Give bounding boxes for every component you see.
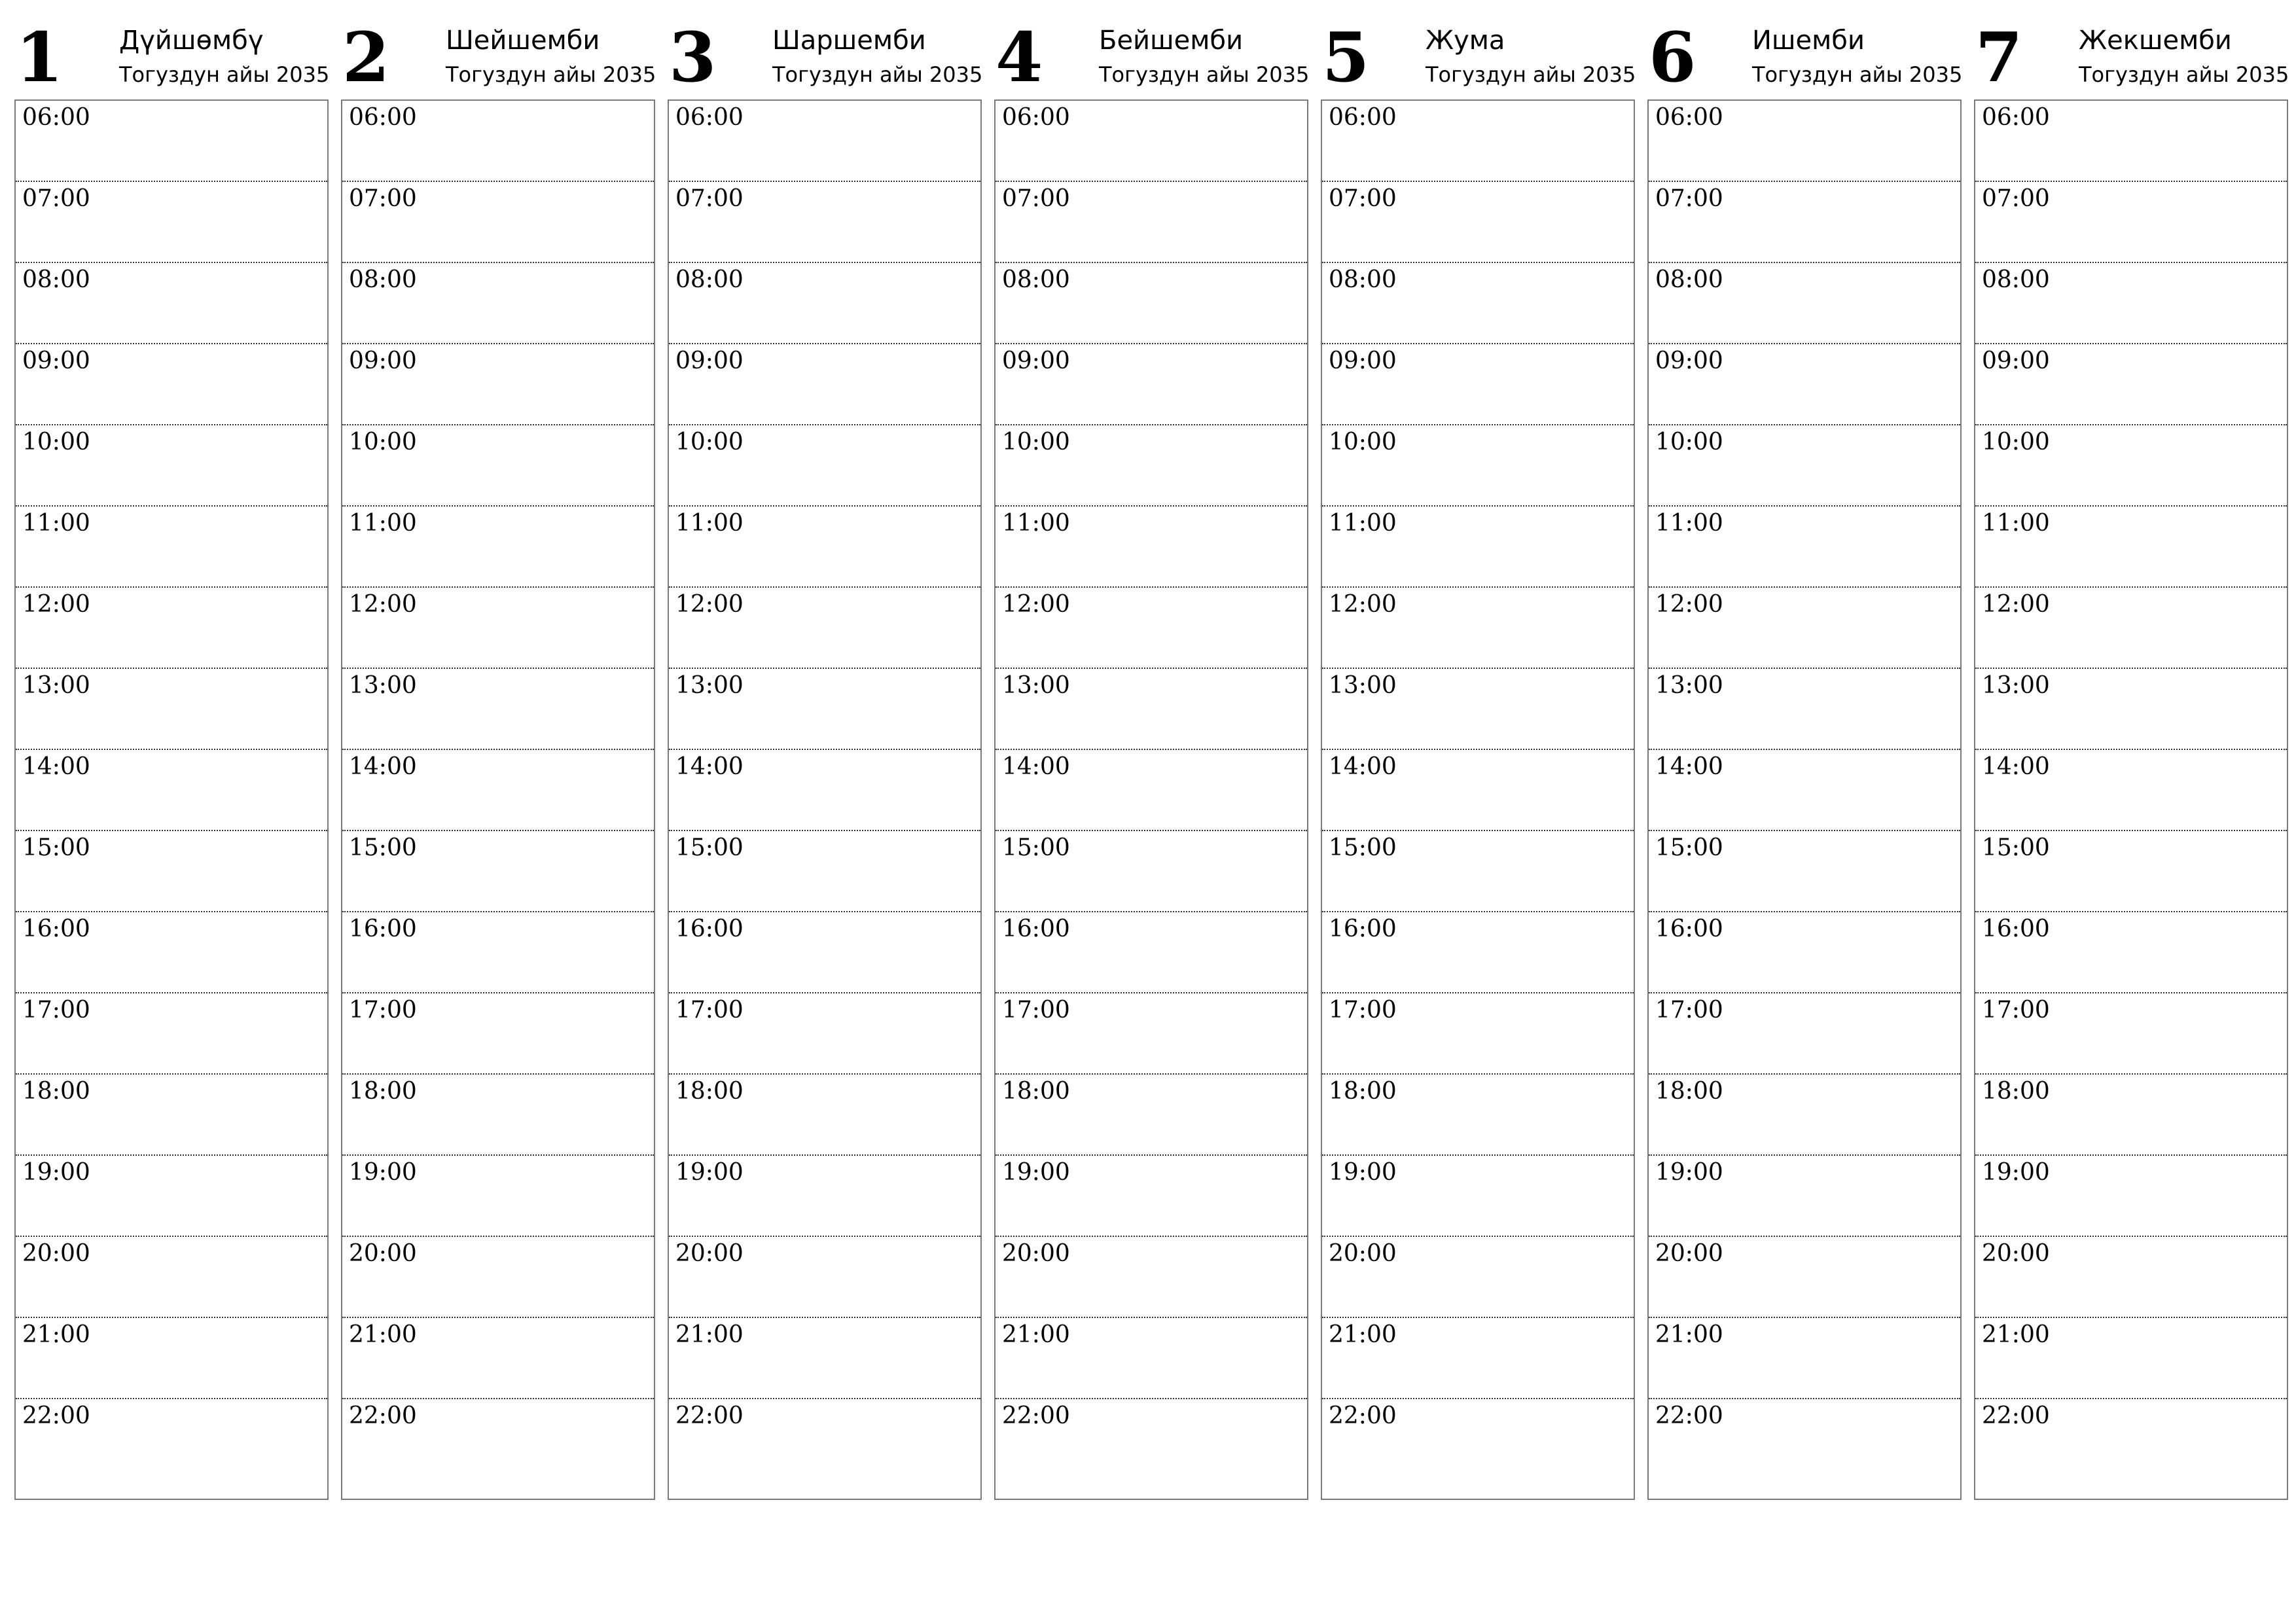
time-slot[interactable] (669, 1318, 980, 1399)
time-slot-label: 07:00 (1655, 185, 1723, 212)
time-slot-label: 09:00 (1982, 348, 2050, 374)
time-slot[interactable] (16, 101, 327, 182)
time-slot[interactable] (1649, 1399, 1960, 1493)
time-slot-label: 14:00 (675, 753, 744, 780)
day-month-label: Тогуздун айы 2035 (1752, 62, 1963, 87)
time-slot-label: 06:00 (349, 104, 417, 131)
time-slot[interactable] (1649, 750, 1960, 831)
time-slot-label: 06:00 (1655, 104, 1723, 131)
time-slot[interactable] (669, 1399, 980, 1493)
time-slot[interactable] (1649, 588, 1960, 669)
time-slot[interactable] (16, 263, 327, 344)
time-slot-label: 19:00 (1329, 1159, 1397, 1186)
time-slot[interactable] (669, 182, 980, 263)
time-slot-label: 22:00 (1329, 1402, 1397, 1429)
time-slot[interactable] (1975, 912, 2287, 993)
time-slot[interactable] (1322, 101, 1634, 182)
day-column (1647, 0, 1962, 1505)
day-number: 3 (669, 17, 717, 98)
day-schedule-box (341, 99, 655, 1500)
day-column (1321, 0, 1635, 1505)
time-slot[interactable] (669, 750, 980, 831)
time-slot[interactable] (342, 993, 654, 1075)
day-month-label: Тогуздун айы 2035 (1099, 62, 1310, 87)
day-month-label: Тогуздун айы 2035 (772, 62, 983, 87)
time-slot-label: 20:00 (1002, 1240, 1070, 1267)
time-slot[interactable] (342, 101, 654, 182)
time-slot[interactable] (342, 1318, 654, 1399)
time-slot[interactable] (16, 669, 327, 750)
day-column (341, 0, 655, 1505)
time-slot-label: 19:00 (1002, 1159, 1070, 1186)
time-slot-label: 15:00 (22, 834, 90, 861)
time-slot-label: 20:00 (349, 1240, 417, 1267)
day-name: Шаршемби (772, 26, 926, 56)
day-header (341, 0, 655, 99)
time-slot[interactable] (1322, 831, 1634, 912)
time-slot-label: 13:00 (675, 672, 744, 699)
time-slot-label: 17:00 (1982, 997, 2050, 1024)
time-slot-label: 13:00 (1002, 672, 1070, 699)
time-slot[interactable] (1975, 831, 2287, 912)
time-slot[interactable] (1975, 1318, 2287, 1399)
time-slot-label: 20:00 (1329, 1240, 1397, 1267)
time-slot-label: 16:00 (1655, 916, 1723, 942)
time-slot-label: 14:00 (1982, 753, 2050, 780)
time-slot[interactable] (1649, 831, 1960, 912)
time-slot-label: 22:00 (675, 1402, 744, 1429)
time-slot-label: 14:00 (1002, 753, 1070, 780)
time-slot[interactable] (342, 1237, 654, 1318)
time-slot-label: 15:00 (1655, 834, 1723, 861)
time-slot[interactable] (996, 182, 1307, 263)
day-header (1647, 0, 1962, 99)
time-slot-label: 15:00 (675, 834, 744, 861)
day-schedule-box (14, 99, 329, 1500)
time-slot[interactable] (996, 993, 1307, 1075)
time-slot-label: 21:00 (1655, 1321, 1723, 1348)
time-slot[interactable] (1649, 182, 1960, 263)
time-slot-label: 18:00 (1655, 1078, 1723, 1105)
time-slot-label: 10:00 (22, 429, 90, 455)
time-slot-label: 21:00 (675, 1321, 744, 1348)
time-slot-label: 16:00 (675, 916, 744, 942)
time-slot-label: 18:00 (1002, 1078, 1070, 1105)
day-month-label: Тогуздун айы 2035 (446, 62, 656, 87)
time-slot[interactable] (1322, 588, 1634, 669)
time-slot[interactable] (1322, 1399, 1634, 1493)
time-slot[interactable] (1649, 507, 1960, 588)
day-number: 7 (1975, 17, 2023, 98)
day-number: 1 (16, 17, 63, 98)
time-slot[interactable] (1975, 1156, 2287, 1237)
time-slot[interactable] (669, 588, 980, 669)
time-slot-label: 08:00 (1329, 266, 1397, 293)
time-slot-label: 19:00 (675, 1159, 744, 1186)
day-schedule-box (1647, 99, 1962, 1500)
time-slot-label: 12:00 (349, 591, 417, 618)
time-slot-label: 17:00 (675, 997, 744, 1024)
time-slot[interactable] (1322, 1318, 1634, 1399)
time-slot[interactable] (1322, 1075, 1634, 1156)
time-slot-label: 19:00 (349, 1159, 417, 1186)
time-slot[interactable] (16, 831, 327, 912)
time-slot[interactable] (16, 912, 327, 993)
time-slot-label: 11:00 (1002, 510, 1070, 537)
time-slot-label: 22:00 (1655, 1402, 1723, 1429)
time-slot[interactable] (1322, 1156, 1634, 1237)
time-slot-label: 08:00 (1002, 266, 1070, 293)
time-slot-label: 06:00 (22, 104, 90, 131)
time-slot[interactable] (342, 669, 654, 750)
time-slot-label: 20:00 (22, 1240, 90, 1267)
time-slot-label: 10:00 (1002, 429, 1070, 455)
time-slot[interactable] (996, 831, 1307, 912)
time-slot-label: 08:00 (675, 266, 744, 293)
time-slot[interactable] (342, 507, 654, 588)
time-slot-label: 11:00 (1655, 510, 1723, 537)
time-slot-label: 07:00 (22, 185, 90, 212)
time-slot[interactable] (1649, 1237, 1960, 1318)
day-name: Жума (1426, 26, 1505, 56)
time-slot[interactable] (669, 831, 980, 912)
day-number: 4 (996, 17, 1043, 98)
time-slot[interactable] (16, 425, 327, 507)
time-slot-label: 18:00 (349, 1078, 417, 1105)
time-slot[interactable] (669, 344, 980, 425)
time-slot[interactable] (16, 750, 327, 831)
time-slot-label: 11:00 (22, 510, 90, 537)
time-slot[interactable] (342, 425, 654, 507)
time-slot[interactable] (342, 1075, 654, 1156)
time-slot-label: 21:00 (22, 1321, 90, 1348)
time-slot[interactable] (342, 1156, 654, 1237)
time-slot[interactable] (1649, 425, 1960, 507)
day-schedule-box (1321, 99, 1635, 1500)
time-slot-label: 11:00 (1982, 510, 2050, 537)
time-slot-label: 14:00 (1329, 753, 1397, 780)
time-slot[interactable] (669, 507, 980, 588)
time-slot-label: 09:00 (22, 348, 90, 374)
time-slot[interactable] (669, 1237, 980, 1318)
time-slot[interactable] (1975, 101, 2287, 182)
time-slot[interactable] (342, 263, 654, 344)
day-header (1974, 0, 2288, 99)
time-slot-label: 10:00 (349, 429, 417, 455)
time-slot[interactable] (996, 1237, 1307, 1318)
day-column (1974, 0, 2288, 1505)
time-slot[interactable] (16, 507, 327, 588)
day-name: Жекшемби (2079, 26, 2232, 56)
time-slot[interactable] (1322, 750, 1634, 831)
time-slot-label: 08:00 (349, 266, 417, 293)
time-slot[interactable] (16, 588, 327, 669)
time-slot[interactable] (16, 1318, 327, 1399)
time-slot-label: 15:00 (1982, 834, 2050, 861)
time-slot-label: 10:00 (1329, 429, 1397, 455)
time-slot[interactable] (669, 669, 980, 750)
time-slot[interactable] (1649, 669, 1960, 750)
time-slot-label: 16:00 (1002, 916, 1070, 942)
time-slot[interactable] (1322, 344, 1634, 425)
time-slot[interactable] (1649, 912, 1960, 993)
time-slot-label: 16:00 (349, 916, 417, 942)
time-slot-label: 07:00 (1002, 185, 1070, 212)
time-slot-label: 15:00 (349, 834, 417, 861)
time-slot-label: 11:00 (349, 510, 417, 537)
day-header (994, 0, 1308, 99)
time-slot[interactable] (1975, 1075, 2287, 1156)
time-slot[interactable] (996, 669, 1307, 750)
time-slot-label: 06:00 (1002, 104, 1070, 131)
time-slot[interactable] (1975, 182, 2287, 263)
time-slot-label: 12:00 (675, 591, 744, 618)
day-name: Дүйшөмбү (119, 26, 264, 56)
time-slot-label: 09:00 (1329, 348, 1397, 374)
time-slot[interactable] (996, 1075, 1307, 1156)
time-slot[interactable] (1649, 101, 1960, 182)
time-slot-label: 12:00 (1655, 591, 1723, 618)
day-column (668, 0, 982, 1505)
day-name: Ишемби (1752, 26, 1865, 56)
time-slot[interactable] (1649, 993, 1960, 1075)
day-number: 5 (1322, 17, 1370, 98)
time-slot-label: 07:00 (349, 185, 417, 212)
time-slot[interactable] (342, 831, 654, 912)
time-slot-label: 22:00 (349, 1402, 417, 1429)
time-slot[interactable] (342, 912, 654, 993)
day-month-label: Тогуздун айы 2035 (2079, 62, 2289, 87)
time-slot-label: 17:00 (1329, 997, 1397, 1024)
time-slot-label: 08:00 (1982, 266, 2050, 293)
day-name: Бейшемби (1099, 26, 1244, 56)
time-slot-label: 13:00 (1329, 672, 1397, 699)
time-slot[interactable] (996, 1318, 1307, 1399)
time-slot-label: 15:00 (1002, 834, 1070, 861)
time-slot[interactable] (669, 425, 980, 507)
time-slot[interactable] (1322, 263, 1634, 344)
time-slot-label: 18:00 (1982, 1078, 2050, 1105)
time-slot[interactable] (996, 507, 1307, 588)
time-slot[interactable] (1975, 993, 2287, 1075)
time-slot[interactable] (1975, 344, 2287, 425)
time-slot-label: 20:00 (1655, 1240, 1723, 1267)
time-slot-label: 06:00 (675, 104, 744, 131)
time-slot-label: 07:00 (1982, 185, 2050, 212)
time-slot-label: 15:00 (1329, 834, 1397, 861)
time-slot-label: 18:00 (675, 1078, 744, 1105)
time-slot-label: 17:00 (349, 997, 417, 1024)
time-slot-label: 14:00 (1655, 753, 1723, 780)
time-slot[interactable] (1322, 993, 1634, 1075)
day-column (14, 0, 329, 1505)
time-slot[interactable] (1975, 425, 2287, 507)
time-slot-label: 12:00 (1329, 591, 1397, 618)
time-slot[interactable] (1975, 1399, 2287, 1493)
time-slot[interactable] (16, 182, 327, 263)
time-slot[interactable] (1322, 912, 1634, 993)
time-slot[interactable] (16, 993, 327, 1075)
time-slot-label: 09:00 (349, 348, 417, 374)
time-slot[interactable] (1975, 1237, 2287, 1318)
time-slot-label: 12:00 (22, 591, 90, 618)
time-slot-label: 21:00 (1329, 1321, 1397, 1348)
time-slot[interactable] (1975, 263, 2287, 344)
time-slot-label: 09:00 (1655, 348, 1723, 374)
time-slot[interactable] (1975, 669, 2287, 750)
time-slot[interactable] (996, 1156, 1307, 1237)
time-slot-label: 09:00 (675, 348, 744, 374)
time-slot-label: 10:00 (1982, 429, 2050, 455)
time-slot[interactable] (1322, 425, 1634, 507)
time-slot-label: 12:00 (1982, 591, 2050, 618)
time-slot-label: 20:00 (675, 1240, 744, 1267)
time-slot-label: 22:00 (1002, 1402, 1070, 1429)
time-slot-label: 22:00 (1982, 1402, 2050, 1429)
time-slot-label: 20:00 (1982, 1240, 2050, 1267)
time-slot[interactable] (1649, 1156, 1960, 1237)
time-slot-label: 10:00 (675, 429, 744, 455)
time-slot-label: 14:00 (22, 753, 90, 780)
time-slot-label: 21:00 (349, 1321, 417, 1348)
time-slot-label: 19:00 (1982, 1159, 2050, 1186)
time-slot[interactable] (342, 344, 654, 425)
time-slot-label: 16:00 (1329, 916, 1397, 942)
time-slot[interactable] (342, 588, 654, 669)
time-slot[interactable] (1975, 588, 2287, 669)
time-slot-label: 17:00 (1002, 997, 1070, 1024)
time-slot[interactable] (1975, 750, 2287, 831)
time-slot[interactable] (342, 182, 654, 263)
time-slot-label: 06:00 (1329, 104, 1397, 131)
day-number: 2 (342, 17, 390, 98)
time-slot-label: 17:00 (1655, 997, 1723, 1024)
time-slot[interactable] (1322, 507, 1634, 588)
time-slot[interactable] (16, 1237, 327, 1318)
day-number: 6 (1649, 17, 1696, 98)
day-column (994, 0, 1308, 1505)
time-slot[interactable] (669, 912, 980, 993)
time-slot[interactable] (342, 1399, 654, 1493)
time-slot[interactable] (16, 344, 327, 425)
time-slot[interactable] (16, 1075, 327, 1156)
day-schedule-box (994, 99, 1308, 1500)
time-slot-label: 13:00 (22, 672, 90, 699)
time-slot-label: 16:00 (22, 916, 90, 942)
time-slot-label: 13:00 (1655, 672, 1723, 699)
day-schedule-box (668, 99, 982, 1500)
time-slot[interactable] (1322, 1237, 1634, 1318)
time-slot-label: 19:00 (1655, 1159, 1723, 1186)
time-slot[interactable] (996, 263, 1307, 344)
time-slot[interactable] (1649, 344, 1960, 425)
time-slot-label: 09:00 (1002, 348, 1070, 374)
time-slot-label: 16:00 (1982, 916, 2050, 942)
time-slot[interactable] (1322, 182, 1634, 263)
day-header (668, 0, 982, 99)
time-slot[interactable] (996, 912, 1307, 993)
time-slot-label: 13:00 (1982, 672, 2050, 699)
time-slot-label: 07:00 (1329, 185, 1397, 212)
time-slot[interactable] (669, 263, 980, 344)
time-slot[interactable] (1649, 1318, 1960, 1399)
time-slot[interactable] (669, 1156, 980, 1237)
time-slot[interactable] (669, 993, 980, 1075)
time-slot-label: 07:00 (675, 185, 744, 212)
time-slot[interactable] (996, 101, 1307, 182)
day-header (14, 0, 329, 99)
time-slot-label: 14:00 (349, 753, 417, 780)
time-slot-label: 19:00 (22, 1159, 90, 1186)
time-slot[interactable] (16, 1399, 327, 1493)
time-slot-label: 08:00 (22, 266, 90, 293)
time-slot[interactable] (996, 344, 1307, 425)
time-slot-label: 22:00 (22, 1402, 90, 1429)
time-slot-label: 21:00 (1982, 1321, 2050, 1348)
time-slot[interactable] (996, 1399, 1307, 1493)
time-slot[interactable] (996, 425, 1307, 507)
time-slot[interactable] (342, 750, 654, 831)
time-slot[interactable] (1975, 507, 2287, 588)
time-slot[interactable] (669, 101, 980, 182)
time-slot[interactable] (669, 1075, 980, 1156)
time-slot[interactable] (1322, 669, 1634, 750)
time-slot-label: 08:00 (1655, 266, 1723, 293)
time-slot-label: 18:00 (22, 1078, 90, 1105)
time-slot-label: 18:00 (1329, 1078, 1397, 1105)
time-slot[interactable] (1649, 1075, 1960, 1156)
day-schedule-box (1974, 99, 2288, 1500)
time-slot[interactable] (1649, 263, 1960, 344)
time-slot-label: 10:00 (1655, 429, 1723, 455)
time-slot-label: 13:00 (349, 672, 417, 699)
day-month-label: Тогуздун айы 2035 (119, 62, 330, 87)
day-name: Шейшемби (446, 26, 600, 56)
time-slot-label: 21:00 (1002, 1321, 1070, 1348)
time-slot-label: 11:00 (1329, 510, 1397, 537)
time-slot[interactable] (996, 750, 1307, 831)
time-slot[interactable] (16, 1156, 327, 1237)
time-slot-label: 11:00 (675, 510, 744, 537)
time-slot-label: 17:00 (22, 997, 90, 1024)
time-slot[interactable] (996, 588, 1307, 669)
time-slot-label: 06:00 (1982, 104, 2050, 131)
day-month-label: Тогуздун айы 2035 (1426, 62, 1636, 87)
time-slot-label: 12:00 (1002, 591, 1070, 618)
day-header (1321, 0, 1635, 99)
